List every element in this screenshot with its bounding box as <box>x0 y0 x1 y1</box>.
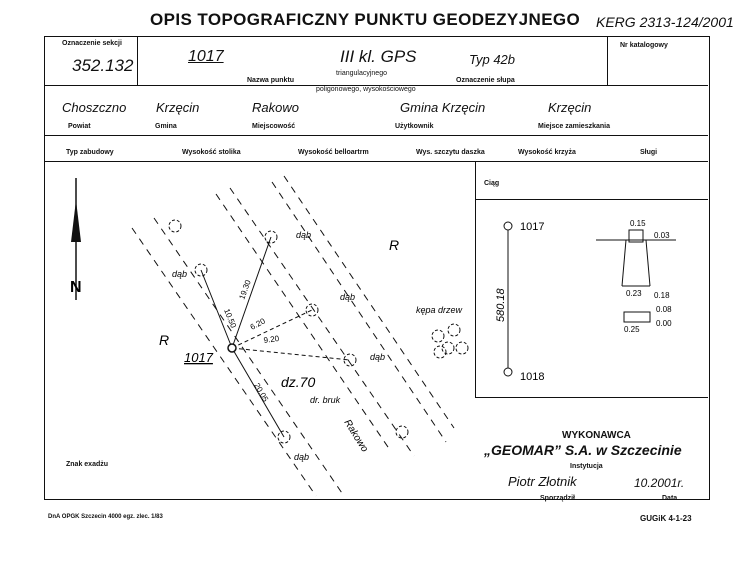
executor-company: „GEOMAR” S.A. w Szczecinie <box>484 442 682 458</box>
section-value: 352.132 <box>72 56 134 75</box>
catalog-label: Nr katalogowy <box>620 42 668 49</box>
institution-label: Instytucja <box>570 463 603 470</box>
width-mid: 0.23 <box>626 289 642 298</box>
height-1: 0.18 <box>654 291 670 300</box>
distance-label: 580.18 <box>495 288 507 322</box>
row1-divider-left <box>137 37 138 85</box>
class-value: III kl. GPS <box>340 47 417 66</box>
tree-label-3: dąb <box>340 292 356 302</box>
road-name-label: Rakowo <box>341 417 370 455</box>
point-name: 1017 <box>188 48 224 65</box>
zamieszkanie-label: Miejsce zamieszkania <box>538 123 610 130</box>
type-value: Typ 42b <box>469 52 516 67</box>
height-3: 0.00 <box>656 319 672 328</box>
uzytkownik-label: Użytkownik <box>395 123 434 130</box>
dist-label-2: 10.50 <box>222 307 238 330</box>
ciag-label: Ciąg <box>484 180 500 187</box>
dist-label-1: 19.30 <box>237 278 253 301</box>
road-lines <box>132 176 454 496</box>
north-arrow-icon <box>70 178 82 300</box>
footer-right: GUGiK 4-1-23 <box>640 514 692 523</box>
document-reference: KERG 2313-124/2001 <box>596 14 734 30</box>
uzytkownik-value: Gmina Krzęcin <box>400 100 486 115</box>
point-marker <box>228 344 236 352</box>
tree-label-2: dąb <box>172 269 188 279</box>
author-name: Piotr Złotnik <box>508 474 577 489</box>
author-label: Sporządził <box>540 495 576 502</box>
section-bottom-line <box>475 397 708 398</box>
executor-date: 10.2001r. <box>634 476 685 490</box>
row2-bottom-line <box>45 135 708 136</box>
dist-label-5: 20.05 <box>252 381 271 404</box>
bottom-point-label: 1018 <box>520 371 545 383</box>
parcel-label: dz.70 <box>281 374 316 390</box>
traverse-point-bottom <box>504 368 512 376</box>
powiat-label: Powiat <box>68 123 91 130</box>
wysokosc-krzyza-label: Wysokość krzyża <box>518 149 576 156</box>
date-label: Data <box>662 495 678 502</box>
tree-label-4: dąb <box>370 352 386 362</box>
ciag-line <box>475 199 708 200</box>
miejscowosc-label: Miejscowość <box>252 123 296 130</box>
wysokosc-daszka-label: Wys. szczytu daszka <box>416 149 485 156</box>
slupki-label: Sługi <box>640 149 658 156</box>
section-label: Oznaczenie sekcji <box>62 40 122 47</box>
height-2: 0.08 <box>656 305 672 314</box>
gmina-value: Krzęcin <box>156 100 200 115</box>
executor-label: WYKONAWCA <box>562 430 631 441</box>
location-sketch <box>44 160 474 500</box>
point-label: 1017 <box>184 350 213 365</box>
dist-label-3: 6.20 <box>248 316 267 332</box>
trees-label: kępa drzew <box>416 305 463 315</box>
land-r-left: R <box>159 332 170 348</box>
post-label: Oznaczenie słupa <box>456 77 515 84</box>
net-label-bottom: poligonowego, wysokościowego <box>316 86 416 93</box>
cross-section-sketch <box>476 204 708 394</box>
dist-label-4: 9.20 <box>263 333 280 345</box>
typ-zabudowy-label: Typ zabudowy <box>66 149 114 156</box>
width-bottom: 0.25 <box>624 325 640 334</box>
north-label: N <box>70 279 82 296</box>
tree-label-1: dąb <box>296 230 312 240</box>
wysokosc-stolika-label: Wysokość stolika <box>182 149 241 156</box>
row1-divider-right <box>607 37 608 85</box>
miejscowosc-value: Rakowo <box>252 100 299 115</box>
width-top: 0.15 <box>630 219 646 228</box>
road-surface-label: dr. bruk <box>310 395 341 405</box>
top-point-label: 1017 <box>520 221 545 233</box>
sign-label: Znak exadżu <box>66 461 109 468</box>
height-top: 0.03 <box>654 231 670 240</box>
land-r-right: R <box>389 237 400 253</box>
document-title: OPIS TOPOGRAFICZNY PUNKTU GEODEZYJNEGO <box>150 10 581 29</box>
zamieszkanie-value: Krzęcin <box>548 100 592 115</box>
gmina-label: Gmina <box>155 123 177 130</box>
net-label-top: triangulacyjnego <box>336 70 387 77</box>
footer-left: DnA OPGK Szczecin 4000 egz. zlec. 1/83 <box>48 514 163 520</box>
wysokosc-belki-label: Wysokość belloartrm <box>298 149 369 156</box>
point-name-label: Nazwa punktu <box>247 77 295 84</box>
tree-label-5: dąb <box>294 452 310 462</box>
tree-markers <box>169 220 468 443</box>
powiat-value: Choszczno <box>62 100 127 115</box>
traverse-point-top <box>504 222 512 230</box>
